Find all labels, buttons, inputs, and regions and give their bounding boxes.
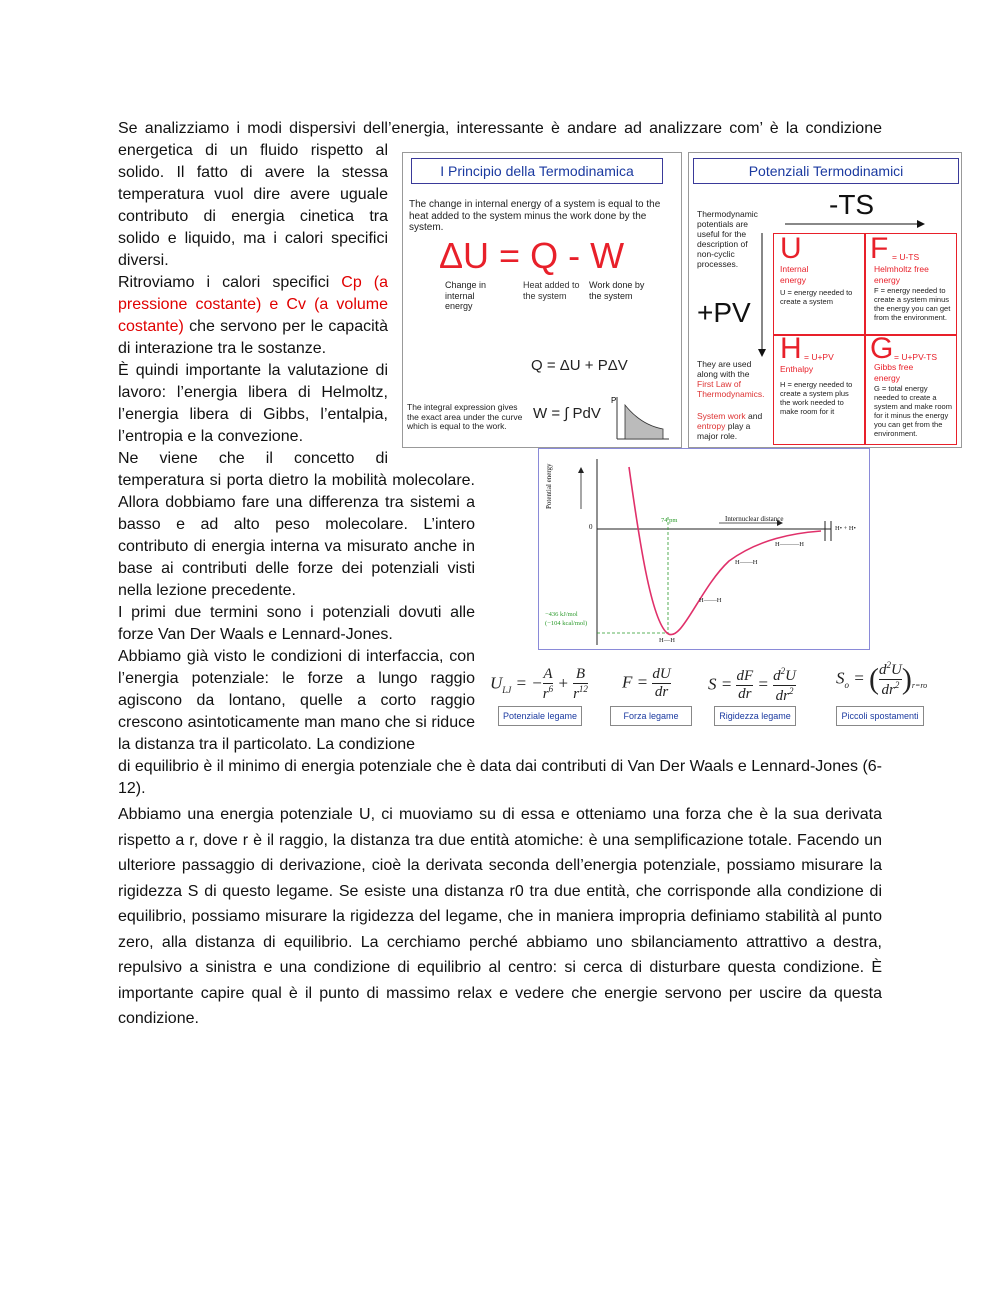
paragraph-1-line-1: Se analizziamo i modi dispersivi dell’energia, interessante è andare ad analizzare com’ è la condizione xyxy=(118,120,882,137)
small-displacements-button: Piccoli spostamenti xyxy=(836,706,924,726)
paragraph-1-rest: energetica di un fluido rispetto al solido. Il fatto di avere la stessa temperatura vuol dire avere uguale contributo di energia cinetica tra solido e liquido, ma i calori specifici diversi. xyxy=(118,142,388,269)
paragraph-3: È quindi importante la valutazione di lavoro: l’energia libera di Helmoltz, l’energia libera di Gibbs, l’entalpia, l’entropia e la convezione. xyxy=(118,362,388,445)
F-letter: F xyxy=(870,232,889,265)
lennard-jones-formula: $U_{LJ}$ = − $\frac{A}{r^6}$ + $\frac{B}{r^{12}}$ xyxy=(490,666,588,702)
pv-diagram-icon xyxy=(611,395,671,443)
used-with-text: They are used along with the xyxy=(697,359,752,379)
first-law-link: First Law of Thermodynamics. xyxy=(697,379,765,399)
left-column-text xyxy=(118,140,388,470)
paragraph-2-text-a: Ritroviamo i calori specifici xyxy=(118,274,342,291)
bond-label-far: H• + H• xyxy=(835,525,856,532)
minus-ts-label: -TS xyxy=(829,189,875,220)
integral-equation: W = ∫ PdV xyxy=(533,405,601,422)
bond-label-min: H—H xyxy=(659,637,675,644)
zero-tick-label: 0 xyxy=(589,523,593,531)
potentials-description: Thermodynamic potentials are useful for the description of non-cyclic processes. xyxy=(697,209,758,269)
middle-column-text xyxy=(118,470,475,756)
first-law-title: I Principio della Termodinamica xyxy=(411,158,663,184)
x-axis-label: Internuclear distance xyxy=(725,515,784,523)
paragraph-2 xyxy=(118,272,388,360)
integral-description: The integral expression gives the exact area under the curve which is equal to the work. xyxy=(407,402,523,431)
bond-force-button: Forza legame xyxy=(610,706,692,726)
first-law-panel xyxy=(402,152,682,448)
y-axis-label: Potential energy xyxy=(545,463,553,509)
system-work-text: System work xyxy=(697,411,746,421)
plus-pv-label: +PV xyxy=(697,297,751,328)
paragraph-6-end: di equilibrio è il minimo di energia potenziale che è data dai contributi di Van Der Waals e Lennard-Jones (6-12). xyxy=(118,758,882,797)
potentials-grid xyxy=(773,233,957,445)
bond-stiffness-button: Rigidezza legame xyxy=(714,706,796,726)
paragraph-7: Abbiamo una energia potenziale U, ci muoviamo su di essa e otteniamo una forza che è la sua derivata rispetto a r, dove r è il raggio, la distanza tra due entità atomiche: è una semplificazione totale. Facendo un ulteriore passaggio di derivazione, cioè la derivata seconda dell’energia potenziale, possiamo misurare la rigidezza S di questo legame. Se esiste una distanza r0 tra due entità, che corrisponde alla condizione di equilibrio, possiamo misurare la rigidezza del legame, che in maniera impropria definiamo stabilità al punto zero, alla distanza di equilibrio. La cerchiamo perché abbiamo uno sbilanciamento attrattivo a destra, repulsivo a sinistra e una condizione di equilibrio al centro: si cerca di disturbare questa condizione. È importante capire qual è il punto di massimo relax e vedere che energie servono per uscire da questa condizione. xyxy=(118,806,882,1027)
label-internal-energy: Change in internal energy xyxy=(445,280,487,311)
label-heat-added: Heat added to the system xyxy=(523,280,580,301)
paragraph-4-rest: temperatura si porta dietro la mobilità molecolare. Allora dobbiamo fare una differenza tra sistemi a basso e ad alto peso molecolare. L’intero contributo di energia interna va misurato anche in base ai contributi delle forze dei potenziali visti nella lezione precedente. xyxy=(118,472,475,599)
potentials-title: Potenziali Termodinamici xyxy=(693,158,959,184)
small-displacement-formula: $S_o$ = ( $\frac{d^2U}{dr^2}$ )$_{r=ro}$ xyxy=(836,660,928,698)
ts-arrow-icon xyxy=(785,219,925,229)
first-law-equation-2: Q = ΔU + PΔV xyxy=(531,357,628,374)
F-name: Helmholtz free energy xyxy=(874,264,929,285)
G-subtitle: = U+PV-TS xyxy=(894,352,937,362)
minimum-energy-label-1: −436 kJ/mol xyxy=(545,611,578,618)
H-letter: H xyxy=(780,332,802,365)
pv-arrow-icon xyxy=(757,233,767,357)
H-name: Enthalpy xyxy=(780,364,814,374)
U-definition: U = energy needed to create a system xyxy=(780,288,853,306)
potential-energy-plot xyxy=(539,449,869,649)
paragraph-6-start: Abbiamo già visto le condizioni di interfaccia, con l’energia potenziale: le forze a lungo raggio agiscono da lontano, quelle a corto raggio crescono asintoticamente man mano che si riduce la distanza tra il particolato. La condizione xyxy=(118,648,475,753)
formulas-row xyxy=(490,650,930,730)
G-name: Gibbs free energy xyxy=(874,362,914,383)
entropy-text: entropy xyxy=(697,421,726,431)
play-role-text: play a major role. xyxy=(697,421,751,441)
bond-label-3: H——H xyxy=(699,597,722,604)
bond-label-2: H——H xyxy=(735,559,758,566)
paragraph-5: I primi due termini sono i potenziali dovuti alle forze Van Der Waals e Lennard-Jones. xyxy=(118,604,475,643)
H-definition: H = energy needed to create a system plus the work needed to make room for it xyxy=(780,380,853,416)
F-definition: F = energy needed to create a system minus the energy you can get from the environment. xyxy=(874,286,951,322)
paragraph-4-start: Ne viene che il concetto di xyxy=(118,450,388,467)
G-letter: G xyxy=(870,332,894,365)
equilibrium-distance-label: 74 pm xyxy=(661,517,678,524)
G-definition: G = total energy needed to create a system and make room for it minus the energy you can get from the environment. xyxy=(874,384,952,438)
potentials-panel xyxy=(688,152,962,448)
stiffness-formula: S = $\frac{dF}{dr}$ = $\frac{d^2U}{dr^2}$ xyxy=(708,666,796,704)
and-text: and xyxy=(745,411,763,421)
svg-text:P: P xyxy=(611,396,617,405)
thermodynamics-figure xyxy=(402,152,962,446)
work-entropy-note xyxy=(697,411,769,441)
specific-heats-highlight: Cp (a pressione costante) e Cv (a volume costante) xyxy=(118,274,389,335)
force-formula: F = $\frac{dU}{dr}$ xyxy=(622,666,671,700)
potential-bond-button: Potenziale legame xyxy=(498,706,582,726)
U-name: Internal energy xyxy=(780,264,809,285)
bond-label-1: H———H xyxy=(775,541,804,548)
delta-u-equation: ΔU = Q - W xyxy=(439,235,625,276)
used-with-first-law xyxy=(697,359,765,399)
bottom-text xyxy=(118,756,882,1032)
F-subtitle: = U-TS xyxy=(892,252,920,262)
label-work-done: Work done by the system xyxy=(589,280,645,301)
paragraph-2-text-b: che servono per le capacità di interazione tra le sostanze. xyxy=(118,318,388,357)
minimum-energy-label-2: (−104 kcal/mol) xyxy=(545,620,588,627)
potential-energy-figure xyxy=(538,448,870,650)
U-letter: U xyxy=(780,232,802,265)
H-subtitle: = U+PV xyxy=(804,352,834,362)
first-law-description: The change in internal energy of a system is equal to the heat added to the system minus the work done by the system. xyxy=(409,199,661,233)
